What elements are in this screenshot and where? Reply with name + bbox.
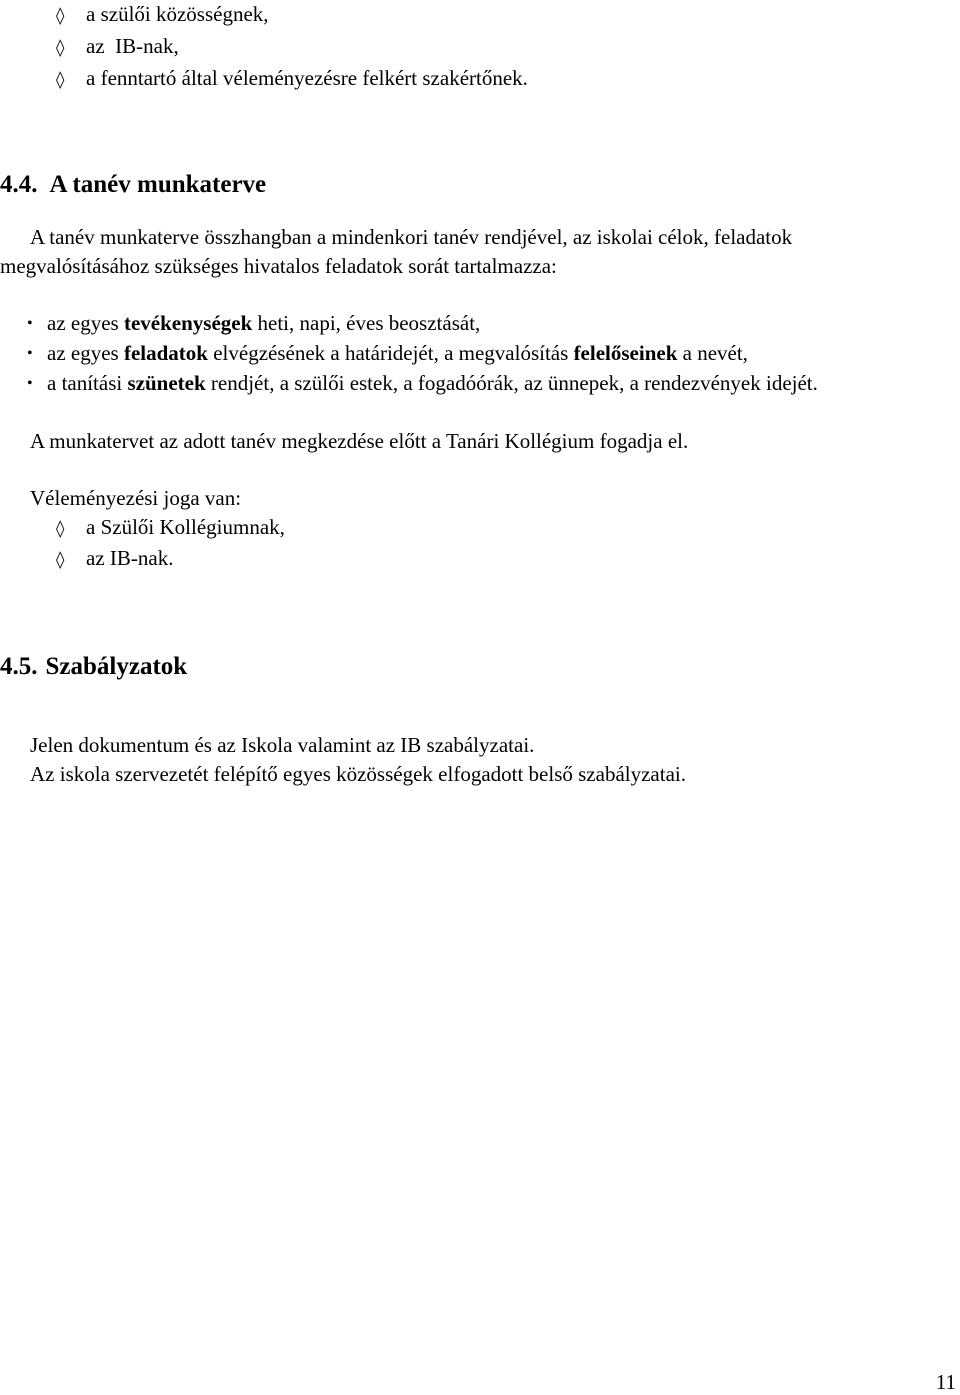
paragraph-line: Véleményezési joga van: [30, 486, 242, 510]
list-item-text: az IB-nak, [86, 34, 179, 58]
diamond-bullet-icon: ◊ [56, 38, 65, 58]
list-item-text: a Szülői Kollégiumnak, [86, 515, 285, 539]
bullet-icon: • [27, 375, 33, 392]
diamond-bullet-icon: ◊ [56, 70, 65, 90]
bullet-bold-term: szünetek [127, 371, 206, 395]
paragraph-line: A munkatervet az adott tanév megkezdése előtt a Tanári Kollégium fogadja el. [30, 429, 689, 453]
bullet-text: elvégzésének a határidejét, a megvalósítás [207, 341, 574, 365]
list-item [56, 4, 269, 25]
bullet-text: a nevét, [677, 341, 748, 365]
list-item [56, 517, 285, 538]
list-item-text: a fenntartó által véleményezésre felkért szakértőnek. [86, 66, 528, 90]
bullet-text: az egyes [47, 311, 124, 335]
bullet-item [27, 343, 748, 364]
bullet-text: a tanítási [47, 371, 128, 395]
list-item [56, 36, 179, 57]
list-item [56, 548, 173, 569]
bullet-item [27, 373, 818, 394]
list-item-text: az IB-nak. [86, 546, 174, 570]
list-item-text: a szülői közösségnek, [86, 2, 269, 26]
section-heading [0, 654, 187, 679]
bullet-icon: • [27, 345, 33, 362]
paragraph-line: Jelen dokumentum és az Iskola valamint az IB szabályzatai. [30, 733, 535, 757]
bullet-bold-term: feladatok [123, 341, 208, 365]
section-number: 4.5. [0, 653, 38, 680]
section-title: Szabályzatok [45, 653, 188, 680]
bullet-text: heti, napi, éves beosztását, [252, 311, 481, 335]
diamond-bullet-icon: ◊ [56, 519, 65, 539]
bullet-text: rendjét, a szülői estek, a fogadóórák, az ünnepek, a rendezvények idejét. [205, 371, 818, 395]
bullet-item [27, 313, 480, 334]
paragraph-line: Az iskola szervezetét felépítő egyes közösségek elfogadott belső szabályzatai. [30, 762, 686, 786]
diamond-bullet-icon: ◊ [56, 550, 65, 570]
paragraph-line: A tanév munkaterve összhangban a mindenkori tanév rendjével, az iskolai célok, feladatok [30, 225, 793, 249]
paragraph-line: megvalósításához szükséges hivatalos feladatok sorát tartalmazza: [0, 254, 557, 278]
section-number: 4.4. [0, 171, 38, 198]
bullet-bold-term: felelőseinek [573, 341, 678, 365]
diamond-bullet-icon: ◊ [56, 6, 65, 26]
page-number: 11 [935, 1370, 956, 1394]
section-title: A tanév munkaterve [49, 171, 267, 198]
bullet-text: az egyes [47, 341, 124, 365]
list-item [56, 68, 528, 89]
bullet-icon: • [27, 315, 33, 332]
bullet-bold-term: tevékenységek [123, 311, 253, 335]
section-heading [0, 172, 266, 197]
